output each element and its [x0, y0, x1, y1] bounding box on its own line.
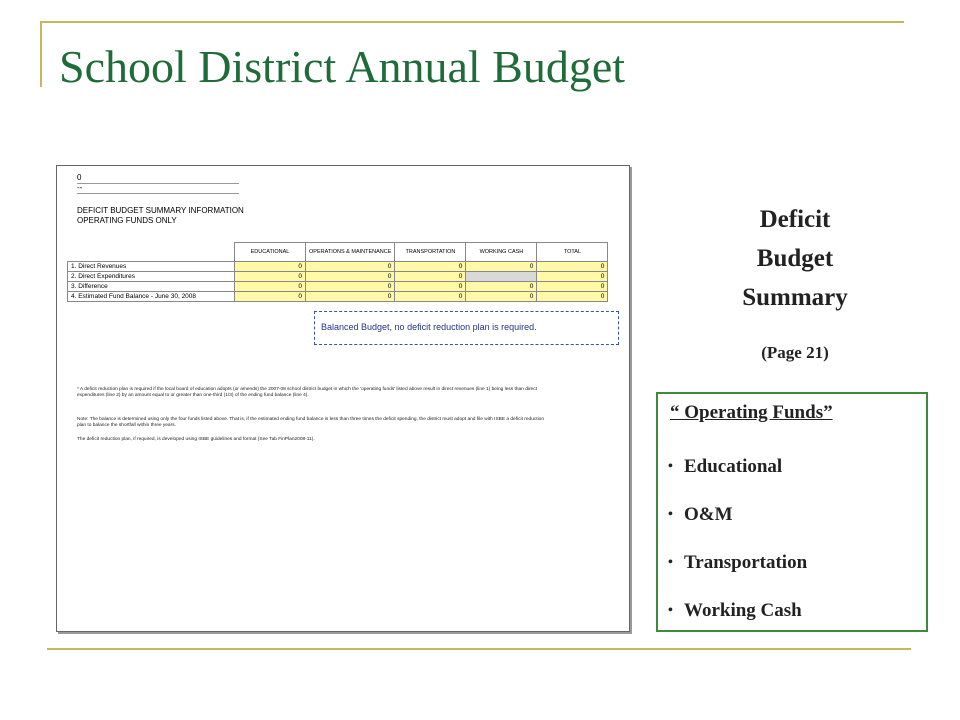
- frame-bottom-rule: [47, 648, 911, 650]
- column-header: TRANSPORTATION: [395, 243, 466, 262]
- title-line: Deficit: [759, 206, 831, 233]
- column-header: WORKING CASH: [466, 243, 537, 262]
- operating-funds-heading: “ Operating Funds”: [670, 402, 833, 423]
- value-cell: 0: [235, 272, 306, 282]
- table-row: [68, 282, 608, 292]
- row-label: 3. Difference: [68, 282, 235, 292]
- value-cell: 0: [395, 262, 466, 272]
- doc-rule: [77, 183, 239, 184]
- budget-document-image: [56, 165, 630, 632]
- frame-left-rule: [40, 21, 42, 87]
- fund-name: Educational: [684, 456, 783, 477]
- column-header: EDUCATIONAL: [235, 243, 306, 262]
- value-cell: 0: [235, 292, 306, 302]
- list-item: [668, 600, 807, 648]
- fine-print-paragraph: * A deficit reduction plan is required if the local board of education adopts (or amends) the 2007-08 school district budget in which the 'operating funds' listed above result in direct revenues (line 1) being less than direct expenditures (line 2) by an amount equal to or greater than one-third (1/3) of the ending fund balance (line 4).: [77, 387, 537, 398]
- operating-funds-box: [656, 392, 928, 632]
- doc-rule: [77, 193, 239, 194]
- slide-title: School District Annual Budget: [59, 41, 626, 92]
- balanced-budget-note: Balanced Budget, no deficit reduction plan is required.: [314, 311, 619, 345]
- fine-print-paragraph: Note: The balance is determined using only the four funds listed above. That is, if the estimated ending fund balance is less than three times the deficit spending, the district must adopt and file with ISBE a deficit reduction plan to balance the shortfall within three years.: [77, 417, 544, 428]
- value-cell: 0: [306, 262, 395, 272]
- value-cell: 0: [395, 292, 466, 302]
- table-row: [68, 272, 608, 282]
- value-cell: 0: [466, 292, 537, 302]
- fund-name: Transportation: [684, 552, 808, 573]
- value-cell-empty: [466, 272, 537, 282]
- doc-heading1: DEFICIT BUDGET SUMMARY INFORMATION: [77, 206, 244, 215]
- deficit-budget-summary-title: [700, 200, 890, 317]
- fine-print-paragraph: The deficit reduction plan, if required, is developed using ISBE guidelines and format (See Tab FinPlan2008-11).: [77, 437, 315, 442]
- list-item: [668, 456, 807, 504]
- value-cell: 0: [537, 292, 608, 302]
- value-cell: 0: [306, 272, 395, 282]
- value-cell: 0: [235, 262, 306, 272]
- doc-heading2: OPERATING FUNDS ONLY: [77, 216, 177, 225]
- table-row: [68, 262, 608, 272]
- page-reference: (Page 21): [761, 343, 829, 362]
- value-cell: 0: [466, 262, 537, 272]
- operating-funds-list: [668, 456, 807, 648]
- bullet-icon: •: [668, 555, 673, 570]
- row-label: 2. Direct Expenditures: [68, 272, 235, 282]
- table-row: [68, 292, 608, 302]
- value-cell: 0: [395, 272, 466, 282]
- value-cell: 0: [395, 282, 466, 292]
- fund-name: O&M: [684, 504, 733, 525]
- column-header: TOTAL: [537, 243, 608, 262]
- header-blank-cell: [68, 243, 235, 262]
- bullet-icon: •: [668, 603, 673, 618]
- value-cell: 0: [537, 272, 608, 282]
- frame-top-rule: [40, 21, 904, 23]
- value-cell: 0: [306, 292, 395, 302]
- value-cell: 0: [466, 282, 537, 292]
- deficit-summary-table: [67, 242, 608, 302]
- doc-header-line2: --: [77, 183, 83, 192]
- doc-header-line1: 0: [77, 173, 82, 182]
- list-item: [668, 504, 807, 552]
- bullet-icon: •: [668, 459, 673, 474]
- table-header-row: [68, 243, 608, 262]
- title-line: Summary: [742, 284, 848, 311]
- list-item: [668, 552, 807, 600]
- value-cell: 0: [235, 282, 306, 292]
- value-cell: 0: [537, 282, 608, 292]
- row-label: 4. Estimated Fund Balance - June 30, 2008: [68, 292, 235, 302]
- bullet-icon: •: [668, 507, 673, 522]
- fund-name: Working Cash: [684, 600, 802, 621]
- value-cell: 0: [537, 262, 608, 272]
- title-line: Budget: [756, 245, 834, 272]
- value-cell: 0: [306, 282, 395, 292]
- column-header: OPERATIONS & MAINTENANCE: [306, 243, 395, 262]
- row-label: 1. Direct Revenues: [68, 262, 235, 272]
